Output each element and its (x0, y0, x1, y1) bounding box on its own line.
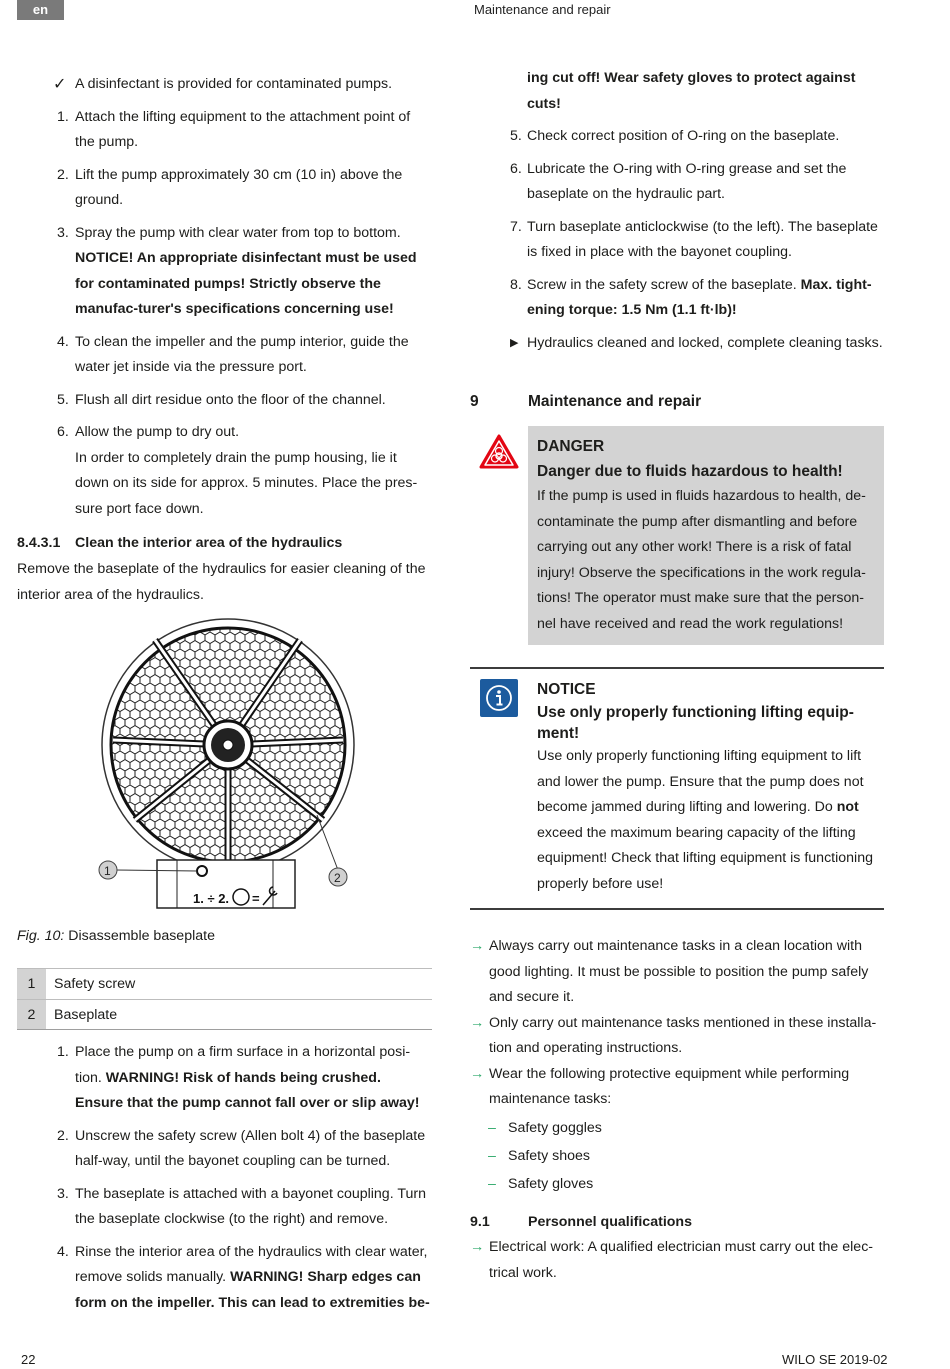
cleaning-step: 4. To clean the impeller and the pump interior, guide the water jet inside via the pressure port. (57, 333, 409, 375)
notice-box (537, 677, 877, 897)
baseplate-figure (95, 615, 365, 915)
svg-text:2: 2 (334, 871, 341, 885)
info-icon (480, 679, 518, 717)
legend-row: 1 Safety screw (17, 968, 432, 999)
notice-subtitle: Use only properly functioning lifting equip-ment! (537, 704, 854, 742)
torque-warning: Max. tight-ening torque: 1.5 Nm (1.1 ft·lb)! (527, 276, 872, 318)
disassembly-steps (17, 1040, 432, 1323)
dash-icon: – (488, 1119, 496, 1136)
dash-icon: – (488, 1147, 496, 1164)
running-header: Maintenance and repair (474, 2, 611, 17)
disassembly-step: 4. Rinse the interior area of the hydraulics with clear water, remove solids manually. WARNING! Sharp edges can form on the impeller. This can lead to extremities be- (57, 1243, 430, 1311)
svg-text:=: = (252, 891, 260, 906)
assembly-step: 7. Turn baseplate anticlockwise (to the left). The baseplate is fixed in place with the bayonet coupling. (510, 218, 878, 260)
notice-body: Use only properly functioning lifting equipment to lift and lower the pump. Ensure that the pump does not become jammed during lifting and lowering. Do not exceed the maximum bearing capacity of the lifting equipment! Check that lifting equipment is functioning properly before use! (537, 748, 873, 892)
danger-signal-word: DANGER (537, 438, 605, 455)
language-tab: en (17, 0, 64, 20)
left-column (17, 72, 432, 529)
notice-bottom-rule (470, 908, 884, 910)
dash-icon: – (488, 1175, 496, 1192)
notice-top-rule (470, 667, 884, 669)
cleaning-step: 3. Spray the pump with clear water from top to bottom. NOTICE! An appropriate disinfectant must be used for contaminated pumps! Strictly observe the manufac-turer's specifications concerning use! (57, 224, 417, 317)
protective-equipment-list (470, 1114, 884, 1198)
equipment-item: – Safety gloves (470, 1170, 884, 1198)
assembly-step: 5. Check correct position of O-ring on the baseplate. (510, 128, 840, 144)
qualification-item: → Electrical work: A qualified electrician must carry out the elec-trical work. (470, 1235, 884, 1286)
right-column (470, 66, 884, 363)
disassembly-step: 2. Unscrew the safety screw (Allen bolt 4) of the baseplate half-way, until the bayonet coupling can be turned. (57, 1127, 426, 1169)
disassembly-step: 1. Place the pump on a firm surface in a horizontal posi-tion. WARNING! Risk of hands being crushed. Ensure that the pump cannot fall over or slip away! (57, 1044, 420, 1111)
figure-legend (17, 968, 432, 1030)
section-heading: 9 Maintenance and repair (470, 393, 702, 410)
danger-body: If the pump is used in fluids hazardous to health, de-contaminate the pump after dismantling and before carrying out any other work! There is a risk of fatal injury! Observe the specifications in the work regula-tions! The operator must make sure that the person-nel have received and read the work regulations! (537, 488, 866, 632)
warning-text: WARNING! Risk of hands being crushed. Ensure that the pump cannot fall over or slip away! (75, 1069, 420, 1111)
cleaning-step: 1. Attach the lifting equipment to the attachment point of the pump. (57, 108, 411, 150)
subsection-intro: Remove the baseplate of the hydraulics for easier cleaning of the interior area of the hydraulics. (17, 561, 426, 603)
danger-subtitle: Danger due to fluids hazardous to health! (537, 463, 843, 480)
equipment-item: – Safety goggles (470, 1114, 884, 1142)
svg-text:1. ÷ 2.: 1. ÷ 2. (193, 891, 230, 906)
page-number: 22 (21, 1352, 36, 1367)
legend-row: 2 Baseplate (17, 999, 432, 1030)
assembly-step: 6. Lubricate the O-ring with O-ring grease and set the baseplate on the hydraulic part. (510, 160, 847, 202)
arrow-right-icon: → (470, 1239, 485, 1255)
qualifications-list (470, 1235, 884, 1286)
danger-box (528, 426, 884, 645)
figure-caption: Fig. 10: Disassemble baseplate (17, 928, 215, 944)
checkmark-icon: ✓ (53, 76, 67, 93)
equipment-item: – Safety shoes (470, 1142, 884, 1170)
subsection-heading: 8.4.3.1 Clean the interior area of the hydraulics (17, 535, 343, 551)
subsection-heading-9-1: 9.1 Personnel qualifications (470, 1214, 692, 1230)
prerequisite: ✓ A disinfectant is provided for contaminated pumps. (17, 72, 432, 98)
publisher: WILO SE 2019-02 (782, 1352, 888, 1367)
arrow-right-icon: → (470, 1065, 485, 1082)
disassembly-step: 3. The baseplate is attached with a bayonet coupling. Turn the baseplate clockwise (to the right) and remove. (57, 1185, 426, 1227)
triangle-right-icon: ▶ (510, 336, 519, 349)
cleaning-step: 2. Lift the pump approximately 30 cm (10 in) above the ground. (57, 166, 403, 208)
continued-warning: ing cut off! Wear safety gloves to protect against cuts! (527, 70, 856, 112)
result-line: ▶ Hydraulics cleaned and locked, complete cleaning tasks. (470, 331, 884, 357)
arrow-right-icon: → (470, 938, 485, 954)
baseplate-drawing-icon (95, 615, 365, 915)
notice-text: NOTICE! An appropriate disinfectant must be used for contaminated pumps! Strictly observe the manufac-turer's specifications concerning use! (75, 250, 417, 317)
cleaning-step: 5. Flush all dirt residue onto the floor of the channel. (57, 391, 386, 408)
instruction-item: → Only carry out maintenance tasks mentioned in these installa-tion and operating instructions. (470, 1011, 884, 1062)
cleaning-step: 6. Allow the pump to dry out. In order to completely drain the pump housing, lie it down on its side for approx. 5 minutes. Place the pres-sure port face down. (57, 424, 418, 517)
biohazard-warning-icon (479, 434, 519, 474)
assembly-step: 8. Screw in the safety screw of the baseplate. Max. tight-ening torque: 1.5 Nm (1.1 ft·lb)! (510, 276, 872, 318)
instruction-item: → Wear the following protective equipment while performing maintenance tasks: (470, 1062, 884, 1113)
instruction-item: → Always carry out maintenance tasks in a clean location with good lighting. It must be possible to position the pump safely and secure it. (470, 934, 884, 1011)
svg-text:1: 1 (104, 864, 111, 878)
general-instructions (470, 934, 884, 1198)
warning-text: WARNING! Sharp edges can form on the impeller. This can lead to extremities be- (75, 1269, 430, 1311)
arrow-right-icon: → (470, 1014, 485, 1031)
notice-signal-word: NOTICE (537, 681, 596, 698)
